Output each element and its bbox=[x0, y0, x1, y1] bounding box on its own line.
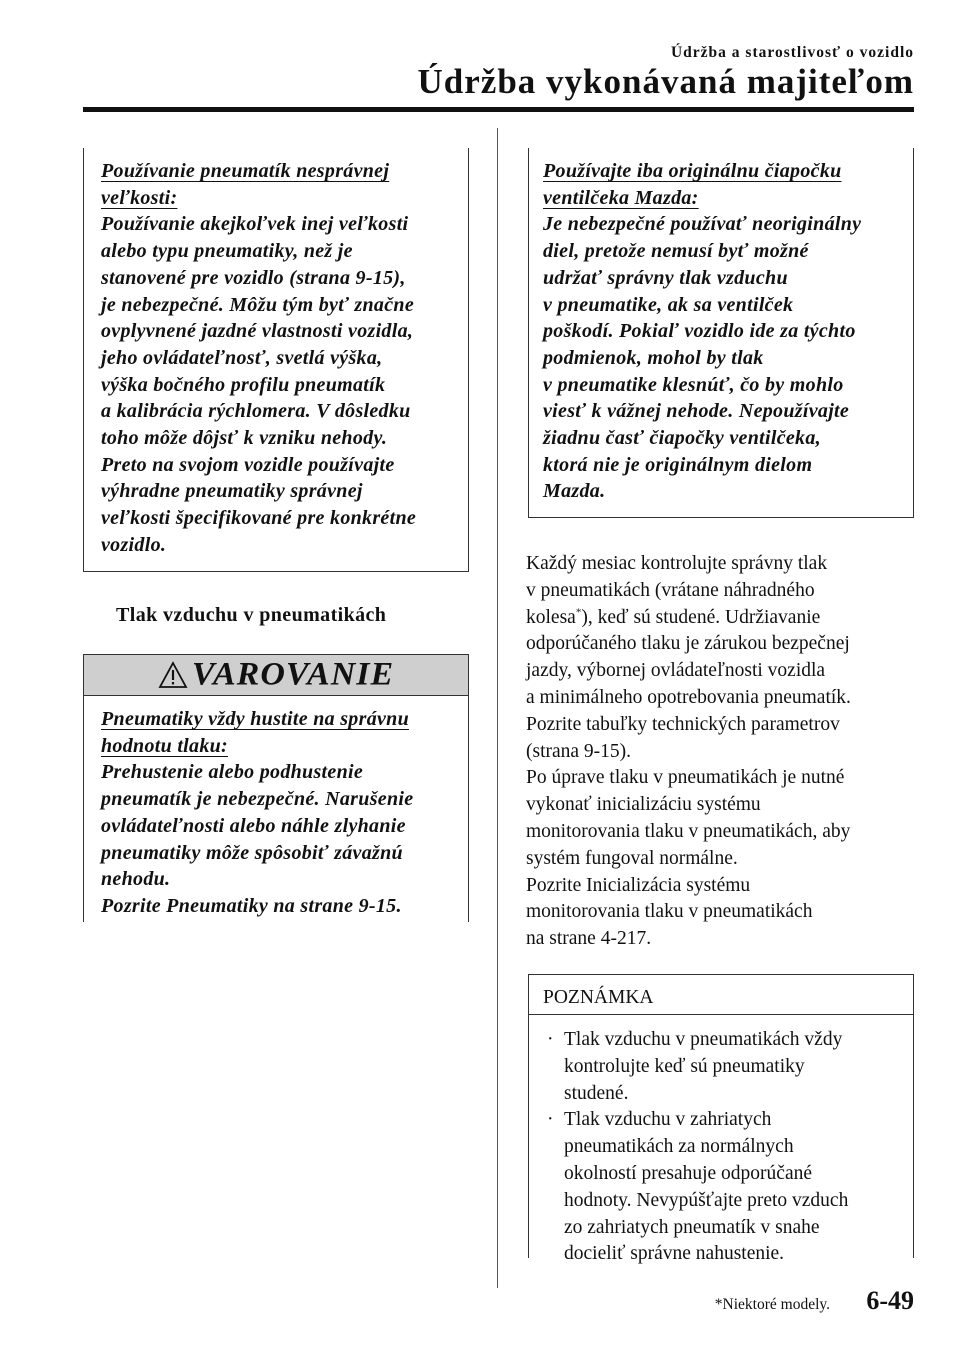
header-rule bbox=[83, 107, 914, 112]
warning-label: VAROVANIE bbox=[191, 656, 395, 693]
section-heading: Tlak vzduchu v pneumatikách bbox=[116, 604, 387, 626]
note-box bbox=[528, 974, 914, 1265]
page-number: 6-49 bbox=[866, 1286, 914, 1315]
column-separator bbox=[497, 128, 498, 1288]
list-item: · Tlak vzduchu v zahriatych pneumatikách za normálnych okolností presahuje odporúčané hodnoty. Nevypúšťajte preto vzduch zo zahriatych pneumatík v snahe docieliť správne nahustenie. bbox=[547, 1109, 849, 1265]
warning-text: Prehustenie alebo podhustenie pneumatík je nebezpečné. Narušenie ovládateľnosti alebo náhle zlyhanie pneumatiky môže spôsobiť závažnú nehodu. Pozrite Pneumatiky na strane 9-15. bbox=[101, 761, 414, 917]
footnote: *Niektoré modely. bbox=[714, 1296, 830, 1313]
caution-heading: Používajte iba originálnu čiapočku ventilčeka Mazda: bbox=[543, 160, 842, 209]
caution-box-valve-cap bbox=[528, 148, 914, 518]
warning-heading: Pneumatiky vždy hustite na správnu hodnotu tlaku: bbox=[101, 708, 410, 757]
list-item: · Tlak vzduchu v pneumatikách vždy kontrolujte keď sú pneumatiky studené. bbox=[547, 1029, 843, 1104]
warning-triangle-icon bbox=[158, 661, 188, 689]
caution-text: Používanie akejkoľvek inej veľkosti alebo typu pneumatiky, než je stanovené pre vozidlo (strana 9-15), je nebezpečné. Môžu tým byť značne ovplyvnené jazdné vlastnosti vozidla, jeho ovládateľnosť, svetlá výška, výška bočného profilu pneumatík a kalibrácia rýchlomera. V dôsledku toho môže dôjsť k vzniku nehody. Preto na svojom vozidle používajte výhradne pneumatiky správnej veľkosti špecifikované pre konkrétne vozidlo. bbox=[101, 213, 417, 556]
note-heading: POZNÁMKA bbox=[529, 975, 913, 1015]
warning-box bbox=[83, 654, 469, 922]
warning-banner bbox=[84, 654, 468, 696]
body-paragraph: Každý mesiac kontrolujte správny tlak v pneumatikách (vrátane náhradného kolesa*), keď sú studené. Udržiavanie odporúčaného tlaku je zárukou bezpečnej jazdy, výbornej ovládateľnosti vozidla a minimálneho opotrebovania pneumatík. Pozrite tabuľky technických parametrov (strana 9-15). Po úprave tlaku v pneumatikách je nutné vykonať inicializáciu systému monitorovania tlaku v pneumatikách, aby systém fungoval normálne. Pozrite Inicializácia systému monitorovania tlaku v pneumatikách na strane 4-217. bbox=[526, 553, 851, 950]
caution-heading: Používanie pneumatík nesprávnej veľkosti: bbox=[101, 160, 390, 209]
caution-text: Je nebezpečné používať neoriginálny diel, pretože nemusí byť možné udržať správny tlak vzduchu v pneumatike, ak sa ventilček poškodí. Pokiaľ vozidlo ide za týchto podmienok, mohol by tlak v pneumatike klesnúť, čo by mohlo viesť k vážnej nehode. Nepoužívajte žiadnu časť čiapočky ventilčeka, ktorá nie je originálnym dielom Mazda. bbox=[543, 213, 862, 503]
chapter-label: Údržba a starostlivosť o vozidlo bbox=[670, 44, 914, 61]
caution-box-tire-size bbox=[83, 148, 469, 572]
page-title: Údržba vykonávaná majiteľom bbox=[417, 62, 914, 101]
